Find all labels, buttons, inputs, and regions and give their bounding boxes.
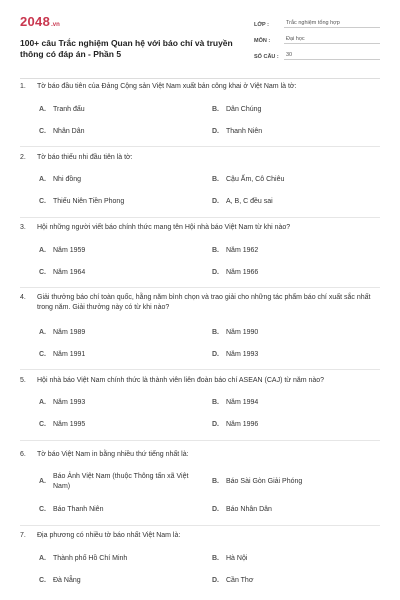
logo-text: 2048: [20, 14, 51, 29]
option-text: Báo Sài Gòn Giải Phóng: [226, 478, 303, 485]
option-text: Nhân Dân: [53, 128, 85, 135]
option-d[interactable]: [212, 350, 372, 360]
option-text: Dân Chúng: [226, 106, 262, 113]
option-b[interactable]: [212, 328, 372, 338]
option-letter: A.: [39, 176, 46, 183]
option-letter: A.: [39, 329, 46, 336]
option-letter: B.: [212, 399, 219, 406]
header-divider: [20, 78, 380, 79]
option-letter: D.: [212, 577, 219, 584]
option-a[interactable]: [39, 105, 199, 115]
question-body: Địa phương có nhiều tờ báo nhất Việt Nam là:: [37, 532, 181, 539]
question-text: [20, 293, 380, 313]
option-letter: D.: [212, 506, 219, 513]
option-a[interactable]: [39, 472, 194, 492]
option-text: Năm 1990: [226, 329, 259, 336]
question-body: Giải thưởng báo chí toàn quốc, hằng năm bình chọn và trao giải cho những tác phẩm báo chí xuất sắc nhất trong năm. Giải thưởng này có từ khi nào?: [37, 294, 371, 311]
option-d[interactable]: [212, 505, 372, 515]
document-header: [20, 12, 380, 72]
option-letter: C.: [39, 421, 46, 428]
option-text: Báo Thanh Niên: [53, 506, 104, 513]
question-body: Hội những người viết báo chính thức mang tên Hội nhà báo Việt Nam từ khi nào?: [37, 224, 291, 231]
option-letter: B.: [212, 478, 219, 485]
option-text: Năm 1964: [53, 269, 86, 276]
option-text: Thiếu Niên Tiền Phong: [53, 198, 125, 205]
option-c[interactable]: [39, 576, 199, 586]
option-d[interactable]: [212, 268, 372, 278]
option-text: Tranh đấu: [53, 106, 85, 113]
option-letter: B.: [212, 329, 219, 336]
option-d[interactable]: [212, 420, 372, 430]
question-divider: [20, 440, 380, 441]
question-number: 7.: [20, 532, 26, 539]
option-text: Báo Ảnh Việt Nam (thuộc Thông tấn xã Việt Nam): [53, 473, 189, 490]
option-text: Năm 1959: [53, 247, 86, 254]
option-d[interactable]: [212, 576, 372, 586]
question-text: [20, 223, 380, 233]
option-text: Năm 1993: [226, 351, 259, 358]
option-letter: A.: [39, 478, 46, 485]
question-text: [20, 531, 380, 541]
question-number: 1.: [20, 83, 26, 90]
question-body: Tờ báo đầu tiên của Đảng Cộng sản Việt Nam xuất bản công khai ở Việt Nam là tờ:: [37, 83, 297, 90]
option-text: Cậu Ấm, Cô Chiêu: [226, 176, 285, 183]
question-divider: [20, 287, 380, 288]
option-b[interactable]: [212, 554, 372, 564]
option-letter: C.: [39, 506, 46, 513]
question-body: Hội nhà báo Việt Nam chính thức là thành viên liên đoàn báo chí ASEAN (CAJ) từ năm nào?: [37, 377, 325, 384]
option-b[interactable]: [212, 246, 372, 256]
option-c[interactable]: [39, 505, 199, 515]
option-text: Năm 1995: [53, 421, 86, 428]
option-text: Đà Nẵng: [53, 577, 81, 584]
question-number: 5.: [20, 377, 26, 384]
option-a[interactable]: [39, 175, 199, 185]
question-text: [20, 82, 380, 92]
option-text: Cần Thơ: [226, 577, 254, 584]
option-letter: C.: [39, 269, 46, 276]
question-number: 2.: [20, 154, 26, 161]
option-text: Hà Nội: [226, 555, 248, 562]
document-title: 100+ câu Trắc nghiệm Quan hệ với báo chí và truyền thông có đáp án - Phần 5: [20, 38, 233, 59]
option-c[interactable]: [39, 197, 199, 207]
option-b[interactable]: [212, 477, 372, 487]
option-letter: D.: [212, 128, 219, 135]
option-text: Năm 1994: [226, 399, 259, 406]
site-logo[interactable]: [20, 14, 60, 28]
option-letter: A.: [39, 399, 46, 406]
option-text: Năm 1966: [226, 269, 259, 276]
option-letter: C.: [39, 577, 46, 584]
option-letter: A.: [39, 247, 46, 254]
option-a[interactable]: [39, 554, 199, 564]
option-text: Năm 1993: [53, 399, 86, 406]
question-divider: [20, 525, 380, 526]
option-b[interactable]: [212, 398, 372, 408]
option-letter: D.: [212, 421, 219, 428]
option-text: Thanh Niên: [226, 128, 263, 135]
question-divider: [20, 146, 380, 147]
option-letter: A.: [39, 106, 46, 113]
option-letter: D.: [212, 198, 219, 205]
option-letter: B.: [212, 176, 219, 183]
meta-row-subject: [254, 30, 380, 44]
option-text: Năm 1991: [53, 351, 86, 358]
option-letter: D.: [212, 351, 219, 358]
option-c[interactable]: [39, 127, 199, 137]
option-c[interactable]: [39, 268, 199, 278]
question-text: [20, 450, 380, 460]
option-d[interactable]: [212, 127, 372, 137]
option-letter: B.: [212, 555, 219, 562]
option-a[interactable]: [39, 328, 199, 338]
meta-value: 30: [284, 52, 380, 60]
question-body: Tờ báo Việt Nam in bằng nhiều thứ tiếng nhất là:: [37, 451, 189, 458]
question-text: [20, 376, 380, 386]
option-b[interactable]: [212, 105, 372, 115]
option-letter: C.: [39, 198, 46, 205]
option-a[interactable]: [39, 398, 199, 408]
option-letter: D.: [212, 269, 219, 276]
question-divider: [20, 217, 380, 218]
option-c[interactable]: [39, 420, 199, 430]
question-number: 4.: [20, 294, 26, 301]
option-text: Báo Nhân Dân: [226, 506, 272, 513]
document-meta: [254, 14, 380, 62]
option-letter: B.: [212, 106, 219, 113]
question-text: [20, 153, 380, 163]
option-b[interactable]: [212, 175, 372, 185]
option-text: Nhi đồng: [53, 176, 82, 183]
logo-suffix: .vn: [51, 22, 60, 28]
meta-value: Đại học: [284, 36, 380, 44]
question-number: 3.: [20, 224, 26, 231]
option-letter: A.: [39, 555, 46, 562]
option-c[interactable]: [39, 350, 199, 360]
option-letter: C.: [39, 351, 46, 358]
meta-value: Trắc nghiệm tổng hợp: [284, 20, 380, 28]
meta-row-count: [254, 46, 380, 60]
option-text: A, B, C đều sai: [226, 198, 273, 205]
meta-label: MÔN :: [254, 38, 271, 44]
question-number: 6.: [20, 451, 26, 458]
option-text: Năm 1962: [226, 247, 259, 254]
meta-label: SỐ CÂU :: [254, 54, 279, 60]
option-text: Thành phố Hồ Chí Minh: [53, 555, 128, 562]
option-letter: C.: [39, 128, 46, 135]
option-d[interactable]: [212, 197, 372, 207]
option-a[interactable]: [39, 246, 199, 256]
question-divider: [20, 369, 380, 370]
option-text: Năm 1989: [53, 329, 86, 336]
question-body: Tờ báo thiếu nhi đầu tiên là tờ:: [37, 154, 133, 161]
meta-label: LỚP :: [254, 22, 269, 28]
option-text: Năm 1996: [226, 421, 259, 428]
meta-row-class: [254, 14, 380, 28]
option-letter: B.: [212, 247, 219, 254]
